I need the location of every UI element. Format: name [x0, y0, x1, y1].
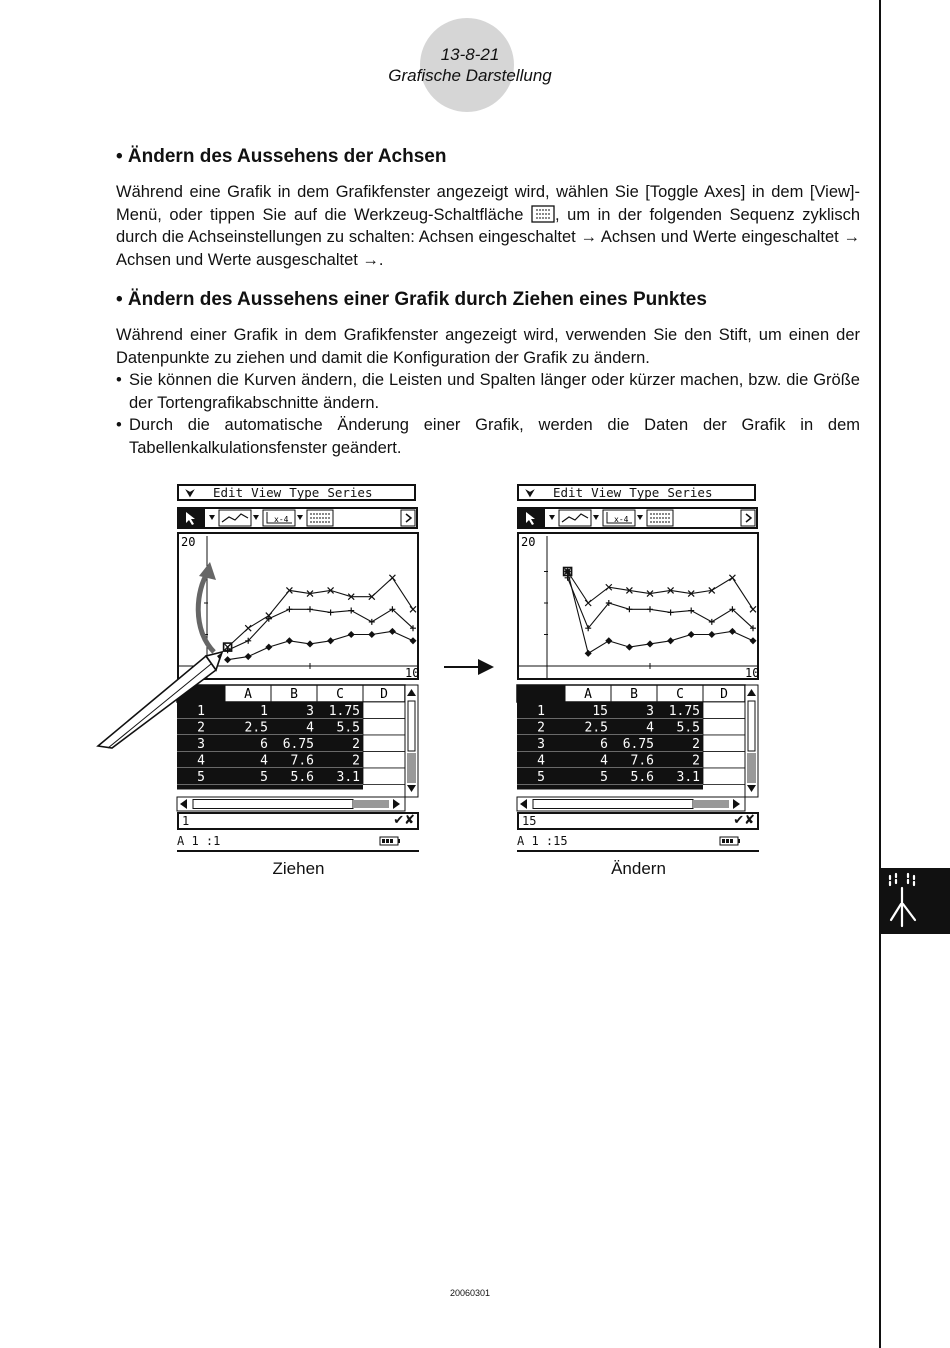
scroll-track-pattern [353, 800, 389, 808]
bullet-item: • Durch die automatische Änderung einer Grafik, werden die Daten der Grafik in dem Tabellenkalkulationsfenster geändert. [116, 414, 860, 459]
data-point[interactable] [709, 619, 715, 625]
dropdown-arrow-icon[interactable] [297, 515, 303, 520]
table-cell[interactable]: 2.5 [244, 720, 268, 736]
chapter-tab [881, 868, 950, 934]
column-header[interactable]: B [630, 687, 638, 702]
data-point[interactable] [750, 606, 756, 612]
empty-cell[interactable] [703, 719, 745, 736]
page-header [330, 44, 610, 86]
x-max-label: 10 [405, 666, 420, 680]
data-point[interactable] [605, 637, 612, 644]
empty-cell[interactable] [363, 752, 405, 769]
menu-type[interactable]: Type [629, 485, 660, 500]
table-cell[interactable]: 3 [646, 704, 654, 719]
data-point[interactable] [369, 619, 375, 625]
data-point[interactable] [306, 640, 313, 647]
column-header[interactable]: A [584, 687, 592, 702]
column-header[interactable]: D [380, 687, 388, 702]
table-cell[interactable]: 3.1 [336, 770, 360, 785]
data-point[interactable] [389, 575, 395, 581]
plant-icon [881, 868, 950, 934]
table-cell[interactable]: 2 [352, 737, 360, 752]
empty-cell[interactable] [703, 752, 745, 769]
dropdown-arrow-icon[interactable] [253, 515, 259, 520]
dropdown-arrow-icon[interactable] [637, 515, 643, 520]
table-cell[interactable]: 5 [600, 770, 608, 785]
scroll-track-pattern [747, 753, 756, 783]
row-number[interactable]: 5 [537, 770, 545, 785]
table-cell[interactable]: 15 [592, 704, 608, 719]
scroll-right-button[interactable] [741, 510, 755, 526]
section2-paragraph: Während einer Grafik in dem Grafikfenster angezeigt wird, verwenden Sie den Stift, um einen der Datenpunkte zu ziehen und damit die Konfiguration der Grafik zu ändern. [116, 326, 860, 367]
scroll-thumb[interactable] [748, 701, 755, 751]
stylus-drag-illustration [96, 560, 256, 760]
table-cell[interactable]: 6 [260, 737, 268, 752]
close-icon[interactable]: ✘ [404, 813, 415, 828]
data-point[interactable] [286, 606, 292, 612]
scroll-thumb[interactable] [408, 701, 415, 751]
column-header[interactable]: C [676, 687, 684, 702]
table-cell[interactable]: 6.75 [282, 737, 314, 752]
edit-line[interactable] [177, 812, 419, 830]
menu-view[interactable]: View [591, 485, 622, 500]
menu-series[interactable]: Series [327, 485, 373, 500]
data-point[interactable] [286, 637, 293, 644]
partial-row [517, 785, 703, 790]
table-cell[interactable]: 3 [306, 704, 314, 719]
data-point[interactable] [667, 637, 674, 644]
section1-text-a: Während eine Grafik in dem Grafikfenster angezeigt wird, wählen Sie [Toggle Axes] in dem [View]-Menü, oder tippen Sie auf die Werkzeug-Schaltfläche [116, 183, 860, 224]
cell-status: A 1 :15 [517, 834, 568, 848]
data-point[interactable] [647, 606, 653, 612]
edit-value: 15 [522, 814, 537, 828]
x-max-label: 10 [745, 666, 760, 680]
row-number[interactable]: 3 [197, 737, 205, 752]
empty-cell[interactable] [363, 702, 405, 719]
data-point[interactable] [409, 637, 416, 644]
menu-type[interactable]: Type [289, 485, 320, 500]
table-cell[interactable]: 2 [692, 753, 700, 769]
section-name: Grafische Darstellung [388, 66, 552, 85]
partial-row [177, 785, 363, 790]
caption-left: Ziehen [272, 859, 325, 878]
table-cell[interactable]: 6 [600, 737, 608, 752]
empty-cell[interactable] [363, 719, 405, 736]
column-header[interactable]: B [290, 687, 298, 702]
y-max-label: 20 [181, 535, 196, 549]
data-point[interactable] [729, 628, 736, 635]
menu-chevron-icon[interactable]: ⮟ [525, 486, 536, 500]
data-point[interactable] [585, 650, 592, 657]
graph-window[interactable] [517, 532, 759, 680]
empty-cell[interactable] [703, 768, 745, 785]
table-cell[interactable]: 5.5 [676, 720, 700, 736]
row-number[interactable]: 2 [197, 720, 205, 736]
status-bar [517, 834, 759, 852]
battery-icon [379, 836, 401, 846]
data-point[interactable] [646, 640, 653, 647]
menu-bar [517, 484, 756, 501]
caption-right: Ändern [611, 859, 666, 878]
table-cell[interactable]: 4 [306, 720, 314, 736]
line-chart[interactable] [519, 534, 760, 680]
edit-line[interactable] [517, 812, 759, 830]
scroll-track-pattern [693, 800, 729, 808]
status-bar [177, 834, 419, 852]
toolbar [517, 507, 758, 529]
close-icon[interactable]: ✘ [744, 813, 755, 828]
table-cell[interactable]: 2 [692, 737, 700, 752]
table-cell[interactable]: 5.6 [630, 770, 654, 785]
toolbar [177, 507, 418, 529]
menu-edit[interactable]: Edit [213, 485, 244, 500]
section2-bullets [116, 369, 860, 459]
menu-view[interactable]: View [251, 485, 282, 500]
line-graph-icon[interactable] [219, 510, 251, 526]
calculator-screen-right [516, 482, 761, 854]
transition-arrow-icon [444, 658, 496, 676]
table-cell[interactable]: 5.5 [336, 720, 360, 736]
axes-toggle-icon[interactable] [531, 205, 555, 223]
stylus-icon [98, 652, 223, 748]
section1-text-b: , um in der folgenden Sequenz zyklisch durch die Achseinstellungen zu schalten: Achsen eingeschaltet → Achsen und Werte eingeschaltet → Achsen und Werte ausgeschaltet →. [116, 205, 860, 269]
data-point[interactable] [410, 606, 416, 612]
scroll-track-pattern [407, 753, 416, 783]
spreadsheet[interactable] [517, 685, 759, 813]
table-cell[interactable]: 4 [260, 753, 268, 769]
corner-cell [517, 685, 565, 702]
data-point[interactable] [585, 600, 591, 606]
y-max-label: 20 [521, 535, 536, 549]
column-header[interactable]: A [244, 687, 252, 702]
scroll-right-button[interactable] [401, 510, 415, 526]
table-cell[interactable]: 4 [600, 753, 608, 769]
menu-chevron-icon[interactable]: ⮟ [185, 486, 196, 500]
page-number: 13-8-21 [440, 45, 500, 64]
table-cell[interactable]: 7.6 [290, 753, 314, 769]
series-line-1 [568, 572, 753, 610]
table-cell[interactable]: 2.5 [584, 720, 608, 736]
data-point[interactable] [688, 608, 694, 614]
battery-icon [719, 836, 741, 846]
row-number[interactable]: 5 [197, 770, 205, 785]
section1-title: • Ändern des Aussehens der Achsen [116, 146, 447, 167]
empty-cell[interactable] [363, 768, 405, 785]
row-number[interactable]: 1 [537, 704, 545, 719]
empty-cell[interactable] [703, 702, 745, 719]
data-point[interactable] [265, 644, 272, 651]
data-point[interactable] [328, 609, 334, 615]
empty-cell[interactable] [363, 735, 405, 752]
series-line-2 [568, 578, 753, 628]
data-point[interactable] [668, 609, 674, 615]
data-point[interactable] [307, 606, 313, 612]
dropdown-arrow-icon[interactable] [549, 515, 555, 520]
section2-body [116, 324, 860, 460]
empty-cell[interactable] [703, 735, 745, 752]
bullet-item: • Sie können die Kurven ändern, die Leisten und Spalten länger oder kürzer machen, bzw. die Größe der Tortengrafikabschnitte ändern. [116, 369, 860, 414]
dropdown-arrow-icon[interactable] [593, 515, 599, 520]
data-point[interactable] [626, 606, 632, 612]
data-point[interactable] [348, 608, 354, 614]
data-point[interactable] [368, 631, 375, 638]
table-cell[interactable]: 2 [352, 753, 360, 769]
table-cell[interactable]: 6.75 [622, 737, 654, 752]
section2-title: • Ändern des Aussehens einer Grafik durch Ziehen eines Punktes [116, 289, 707, 310]
column-header[interactable]: D [720, 687, 728, 702]
table-cell[interactable]: 7.6 [630, 753, 654, 769]
row-number[interactable]: 3 [537, 737, 545, 752]
menu-series[interactable]: Series [667, 485, 713, 500]
data-point[interactable] [729, 575, 735, 581]
svg-text:x-4: x-4 [274, 515, 289, 524]
table-cell[interactable]: 4 [646, 720, 654, 736]
data-point[interactable] [708, 631, 715, 638]
row-number[interactable]: 4 [197, 753, 205, 769]
check-icon[interactable]: ✔ [733, 813, 745, 828]
cell-status: A 1 :1 [177, 834, 221, 848]
table-cell[interactable]: 3.1 [676, 770, 700, 785]
drag-arrow-icon [199, 562, 216, 580]
footer-code: 20060301 [449, 1288, 491, 1298]
menu-edit[interactable]: Edit [553, 485, 584, 500]
table-cell[interactable]: 1.75 [668, 704, 700, 719]
table-cell[interactable]: 1.75 [328, 704, 360, 719]
row-number[interactable]: 1 [197, 704, 205, 719]
section1-paragraph [116, 181, 860, 271]
table-cell[interactable]: 1 [260, 704, 268, 719]
column-header[interactable]: C [336, 687, 344, 702]
data-point[interactable] [626, 644, 633, 651]
edit-value: 1 [182, 814, 190, 828]
scroll-thumb[interactable] [533, 800, 693, 809]
scroll-thumb[interactable] [193, 800, 353, 809]
row-number[interactable]: 2 [537, 720, 545, 736]
data-point[interactable] [749, 637, 756, 644]
data-point[interactable] [389, 628, 396, 635]
line-graph-icon[interactable] [559, 510, 591, 526]
data-point[interactable] [327, 637, 334, 644]
series-line-3 [568, 572, 753, 654]
data-point[interactable] [348, 631, 355, 638]
page-right-rule [879, 0, 881, 1348]
dropdown-arrow-icon[interactable] [209, 515, 215, 520]
menu-bar [177, 484, 416, 501]
table-cell[interactable]: 5.6 [290, 770, 314, 785]
check-icon[interactable]: ✔ [393, 813, 405, 828]
data-point[interactable] [688, 631, 695, 638]
svg-text:x-4: x-4 [614, 515, 629, 524]
table-cell[interactable]: 5 [260, 770, 268, 785]
row-number[interactable]: 4 [537, 753, 545, 769]
